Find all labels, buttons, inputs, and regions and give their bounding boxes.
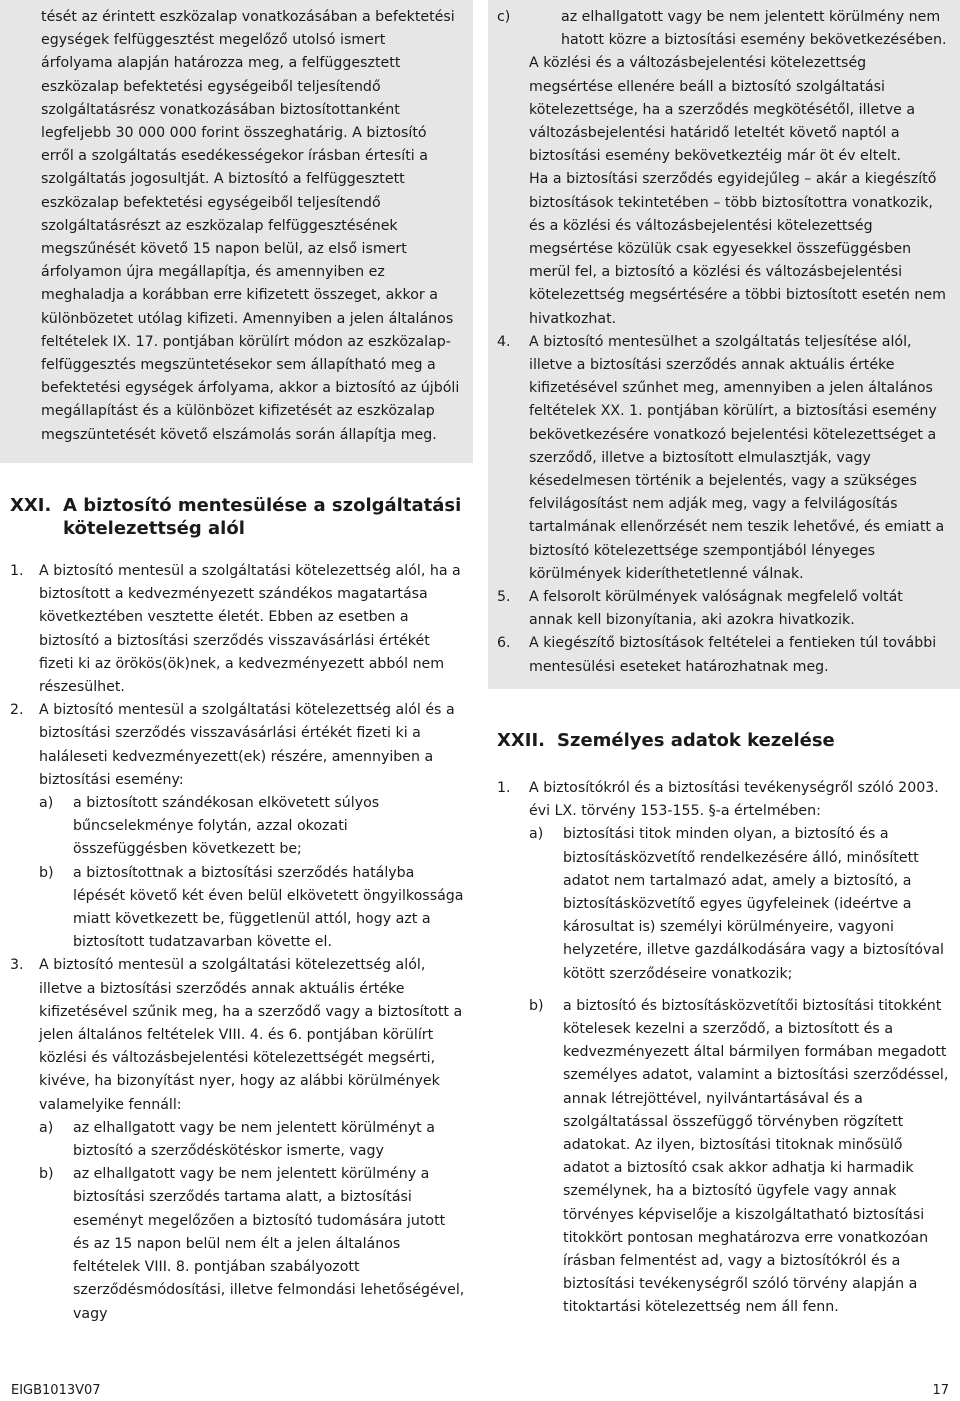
page-number: 17 xyxy=(932,1383,949,1398)
sub-item-letter: a) xyxy=(39,795,54,812)
item-number: 2. xyxy=(10,702,24,719)
item-text: A biztosító mentesül a szolgáltatási kötelezettség alól, illetve a biztosítási szerződés annak aktuális értéke kifizetésével szűnik meg, ha a szerződő vagy a biztosított a jelen általános feltételek VIII. 4. és 6. pontjában körülírt közlési és változásbejelentési kötelezettségét megsérti, kivéve, ha bizonyítást nyer, hogy az alábbi körülmények valamelyike fennáll: xyxy=(39,957,463,1113)
sub-item-text: a biztosított szándékosan elkövetett súlyos bűncselekménye folytán, azzal okozati összefüggésben következett be; xyxy=(73,795,380,858)
section-xxi-heading xyxy=(10,494,465,540)
sub-item-text: a biztosító és biztosításközvetítői biztosítási titokként kötelesek kezelni a szerződő, a biztosított és a kedvezményezett által bármilyen formában megadott személyes adatot, valamint a biztosítási szerződéssel, annak létrejöttével, nyilvántartásával és a szolgáltatással összefüggő törvényben rögzített adatokat. Az ilyen, biztosítási titoknak minősülő adatot a biztosító csak akkor adhatja ki harmadik személynek, ha a biztosító ügyfele vagy annak törvényes képviselője a kiszolgáltatható biztosítási titokkört pontosan meghatározva erre vonatkozóan írásban felmentést ad, vagy a biztosítókról és a biztosítási tevékenységről szóló törvény alapján a titoktartási kötelezettség nem áll fenn. xyxy=(563,997,949,1316)
sub-item-text: az elhallgatott vagy be nem jelentett körülmény a biztosítási szerződés tartama alatt, a biztosítási eseményt megelőzően a biztosító tudomására jutott és az 15 napon belül nem élt a jelen általános feltételek VIII. 8. pontjában szabályozott szerződésmódosítási, illetve felmondási lehetőségével, vagy xyxy=(73,1166,465,1322)
section-number: XXII. xyxy=(497,730,545,751)
sub-item xyxy=(529,995,949,1320)
sub-item xyxy=(39,1117,465,1163)
left-box-text: tését az érintett eszközalap vonatkozásában a befektetési egységek felfüggesztést megelőző utolsó ismert árfolyama alapján határozza meg, a felfüggesztett eszközalap befektetési egységeiből teljesítendő szolgáltatásrész vonatkozásában biztosítottanként legfeljebb 30 000 000 forint összeghatárig. A biztosító erről a szolgáltatás esedékességekor írásban értesíti a szolgáltatás jogosultját. A biztosító a felfüggesztett eszközalap befektetési egységeiből teljesítendő szolgáltatásrészt az eszközalap felfüggesztésének megszűnését követő 15 napon belül, az első ismert árfolyamon újra megállapítja, és amennyiben ez meghaladja a korábban erre kifizetett összeget, akkor a különbözetet utólag kifizeti. Amennyiben a jelen általános feltételek IX. 17. pontjában körülírt módon az eszközalap-felfüggesztés megszüntetésekor sem állapítható meg a befektetési egységek árfolyama, akkor a biztosító az újbóli megállapítást és a különbözet kifizetését az eszközalap megszüntetését követő elszámolás során állapítja meg. xyxy=(41,9,460,443)
right-column xyxy=(497,729,949,1320)
sub-item xyxy=(39,1163,465,1325)
sub-item-text: az elhallgatott vagy be nem jelentett körülményt a biztosító a szerződéskötéskor ismerte, vagy xyxy=(73,1119,435,1160)
sub-item-text: az elhallgatott vagy be nem jelentett körülmény nem hatott közre a biztosítási esemény bekövetkezésében. xyxy=(561,9,947,49)
item-text: A felsorolt körülmények valóságnak megfelelő voltát annak kell bizonyítania, aki azokra hivatkozik. xyxy=(529,589,903,629)
list-item xyxy=(10,954,465,1325)
item-number: 6. xyxy=(497,635,511,652)
item-text: A biztosító mentesül a szolgáltatási kötelezettség alól, ha a biztosított a kedvezményezett szándékos magatartása következtében vesztette életét. Ebben az esetben a biztosító a biztosítási szerződés visszavásárlási értékét fizeti ki az örökös(ök)nek, a kedvezményezett abból nem részesülhet. xyxy=(39,563,461,696)
paragraph: Ha a biztosítási szerződés egyidejűleg – akár a kiegészítő biztosítások tekintetében – több biztosítottra vonatkozik, és a közlési és változásbejelentési kötelezettség megsértése közülük csak egyesekkel összefüggésben merül fel, a biztosító a közlési és változásbejelentési kötelezettség megsértésére a többi biztosított esetén nem hivatkozhat. xyxy=(529,171,946,327)
item-number: 1. xyxy=(10,563,24,579)
section-xxii-heading xyxy=(497,729,949,752)
item-text: A biztosító mentesül a szolgáltatási kötelezettség alól és a biztosítási szerződés visszavásárlási értékét fizeti ki a haláleseti kedvezményezett(ek) részére, amennyiben a biztosítási esemény: xyxy=(39,702,455,788)
sub-item xyxy=(39,862,465,955)
list-item xyxy=(10,699,465,954)
sub-item-text: biztosítási titok minden olyan, a biztosító és a biztosításközvetítő rendelkezésére álló, minősített adatot nem tartalmazó adat, amely a biztosító, a biztosításközvetítő egyes ügyfeleinek (ideértve a károsultat is) személyi körülményeire, vagyoni helyzetére, illetve gazdálkodására vagy a biztosítóval kötött szerződéseire vonatkozik; xyxy=(563,826,944,982)
left-column xyxy=(10,494,465,1326)
list-item xyxy=(10,560,465,699)
list-item xyxy=(497,586,947,632)
document-code: EIGB1013V07 xyxy=(11,1383,101,1398)
item-text: A biztosító mentesülhet a szolgáltatás teljesítése alól, illetve a biztosítási szerződés annak aktuális értéke kifizetésével szűnhet meg, amennyiben a jelen általános feltételek XX. 1. pontjában körülírt, a biztosítási esemény bekövetkezésére vonatkozó bejelentési kötelezettséget a szerződő, illetve a biztosított elmulasztják, vagy késedelmesen történik a bejelentés, vagy a szükséges felvilágosítást nem adják meg, vagy a felvilágosítás tartalmának ellenőrzését nem teszik lehetővé, és emiatt a biztosító kötelezettsége szempontjából lényeges körülmények kideríthetetlenné válnak. xyxy=(529,333,945,582)
list-item xyxy=(497,777,949,1320)
sub-item-letter: b) xyxy=(39,864,54,881)
item-text: A kiegészítő biztosítások feltételei a fentieken túl további mentesülési eseteket határozhatnak meg. xyxy=(529,635,937,675)
item-number: 1. xyxy=(497,780,511,796)
section-title: A biztosító mentesülése a szolgáltatási kötelezettség alól xyxy=(63,495,462,539)
right-box-content xyxy=(497,6,947,679)
sub-item-letter: a) xyxy=(39,1119,54,1136)
sub-item xyxy=(39,792,465,862)
item-text: A biztosítókról és a biztosítási tevékenységről szóló 2003. évi LX. törvény 153-155. §-a értelmében: xyxy=(529,780,939,820)
section-title: Személyes adatok kezelése xyxy=(557,730,835,751)
sub-item-letter: b) xyxy=(529,997,544,1014)
item-number: 4. xyxy=(497,333,511,350)
item-number: 5. xyxy=(497,589,511,606)
sub-item-letter: c) xyxy=(497,9,511,25)
sub-item-letter: b) xyxy=(39,1166,54,1183)
section-number: XXI. xyxy=(10,495,52,516)
section-xxi-body xyxy=(10,560,465,1326)
list-item xyxy=(497,331,947,586)
sub-item-letter: a) xyxy=(529,826,544,843)
section-xxii-body xyxy=(497,777,949,1320)
sub-item xyxy=(497,6,947,52)
item-number: 3. xyxy=(10,957,24,974)
list-item xyxy=(497,632,947,678)
paragraph: A közlési és a változásbejelentési kötelezettség megsértése ellenére beáll a biztosító szolgáltatási kötelezettsége, ha a szerződés megkötésétől, illetve a változásbejelentési határidő leteltét követő naptól a biztosítási esemény bekövetkeztéig már öt év eltelt. xyxy=(529,55,916,165)
sub-item xyxy=(529,823,949,985)
sub-item-text: a biztosítottnak a biztosítási szerződés hatályba lépését követő két éven belül elkövetett öngyilkossága miatt következett be, függetlenül attól, hogy azt a biztosított tudatzavarban követte el. xyxy=(73,864,464,951)
